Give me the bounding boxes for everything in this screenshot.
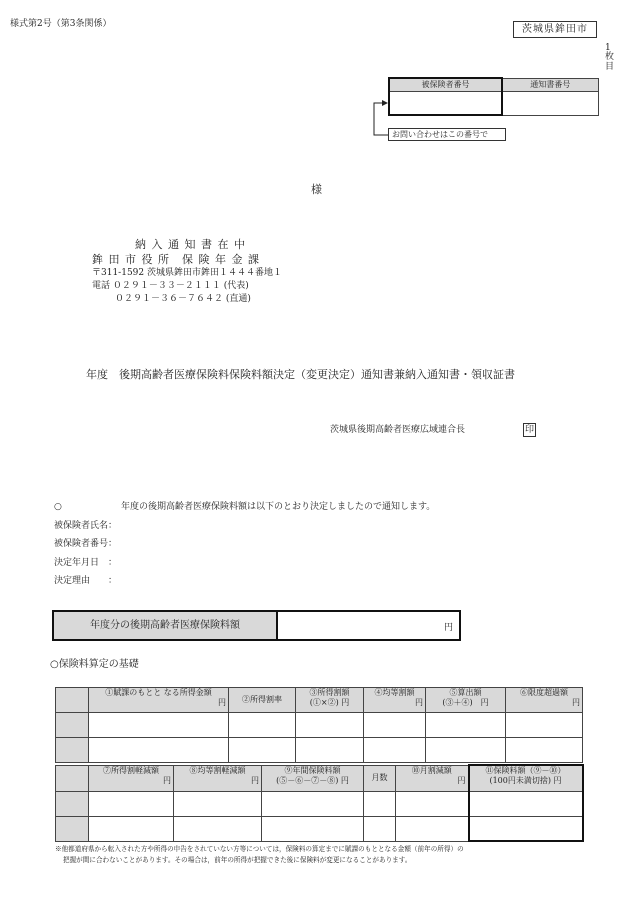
document-title: 年度 後期高齢者医療保険料保険料額決定（変更決定）通知書兼納入通知書・領収証書 xyxy=(86,368,515,381)
header-annual-premium: ⑨年間保険料額 (⑤－⑥－⑦－⑧) 円 xyxy=(262,765,364,791)
header-income-reduction: ⑦所得割軽減額 円 xyxy=(89,765,174,791)
notice-no-value xyxy=(502,91,598,115)
notice-no-header: 通知書番号 xyxy=(502,78,598,91)
form-label: 様式第2号（第3条関係） xyxy=(10,19,112,29)
sheet-number: 1枚目 xyxy=(605,43,615,72)
notice-bullet: ○ xyxy=(54,502,62,512)
table2-corner xyxy=(56,765,89,791)
seal: 印 xyxy=(524,425,534,435)
sender-address: 〒311-1592 茨城県鉾田市鉾田１４４４番地１ xyxy=(92,268,282,278)
field-insured-number: 被保険者番号： xyxy=(54,539,118,549)
header-months: 月数 xyxy=(364,765,396,791)
basis-table-1 xyxy=(55,687,583,763)
table2-row xyxy=(56,791,583,816)
table2-row xyxy=(56,816,583,841)
basis-heading: ○保険料算定の基礎 xyxy=(50,659,139,670)
header-monthly-reduction: ⑩月割減額 円 xyxy=(396,765,469,791)
basis-table-2 xyxy=(55,764,584,842)
table1-corner xyxy=(56,688,89,713)
premium-value xyxy=(278,612,459,639)
table1-row xyxy=(56,738,583,763)
sender-office: 鉾 田 市 役 所 保 険 年 金 課 xyxy=(92,253,260,266)
inquiry-note: お問い合わせはこの番号で xyxy=(388,128,506,141)
addressee-suffix: 様 xyxy=(311,183,322,196)
sender-phone-main: 電話 ０２９１－３３－２１１１ (代表) xyxy=(92,281,249,291)
city-box: 茨城県鉾田市 xyxy=(513,21,597,38)
header-premium-amount: ⑪保険料額（⑨－⑩） (100円未満切捨) 円 xyxy=(469,765,583,791)
insured-no-value xyxy=(389,91,502,115)
header-assessed-income: ①賦課のもとと なる所得金額 円 xyxy=(89,688,229,713)
field-decision-date: 決定年月日 ： xyxy=(54,558,118,568)
field-insured-name: 被保険者氏名： xyxy=(54,521,118,531)
premium-unit: 円 xyxy=(443,623,453,633)
footnote-line1: ※他都道府県から転入された方や所得の申告をされていない方等については，保険料の算定までに賦課のもととなる金額（前年の所得）の xyxy=(55,845,464,853)
header-calculated-amount: ⑤算出額 (③＋④) 円 xyxy=(426,688,506,713)
field-decision-reason: 決定理由 ： xyxy=(54,576,118,586)
id-table xyxy=(388,77,599,116)
header-income-rate: ②所得割率 xyxy=(229,688,296,713)
footnote-line2: 把握が間に合わないことがあります。その場合は，前年の所得が把握できた後に保険料が変更になることがあります。 xyxy=(63,856,412,864)
issuer-name: 茨城県後期高齢者医療広域連合長 xyxy=(330,425,466,435)
premium-box xyxy=(52,610,461,641)
premium-label: 年度分の後期高齢者医療保険料額 xyxy=(54,612,278,639)
header-per-capita-reduction: ⑧均等割軽減額 円 xyxy=(174,765,262,791)
sender-phone-direct: ０２９１－３６－７６４２ (直通) xyxy=(115,294,251,304)
table1-row xyxy=(56,713,583,738)
header-limit-excess: ⑥限度超過額 円 xyxy=(506,688,583,713)
notice-text: 年度の後期高齢者医療保険料額は以下のとおり決定しましたので通知します。 xyxy=(121,502,436,512)
header-income-levy: ③所得割額 (①×②) 円 xyxy=(296,688,364,713)
header-per-capita-levy: ④均等割額 円 xyxy=(364,688,426,713)
insured-no-header: 被保険者番号 xyxy=(389,78,502,91)
sender-line1: 納 入 通 知 書 在 中 xyxy=(135,238,246,251)
